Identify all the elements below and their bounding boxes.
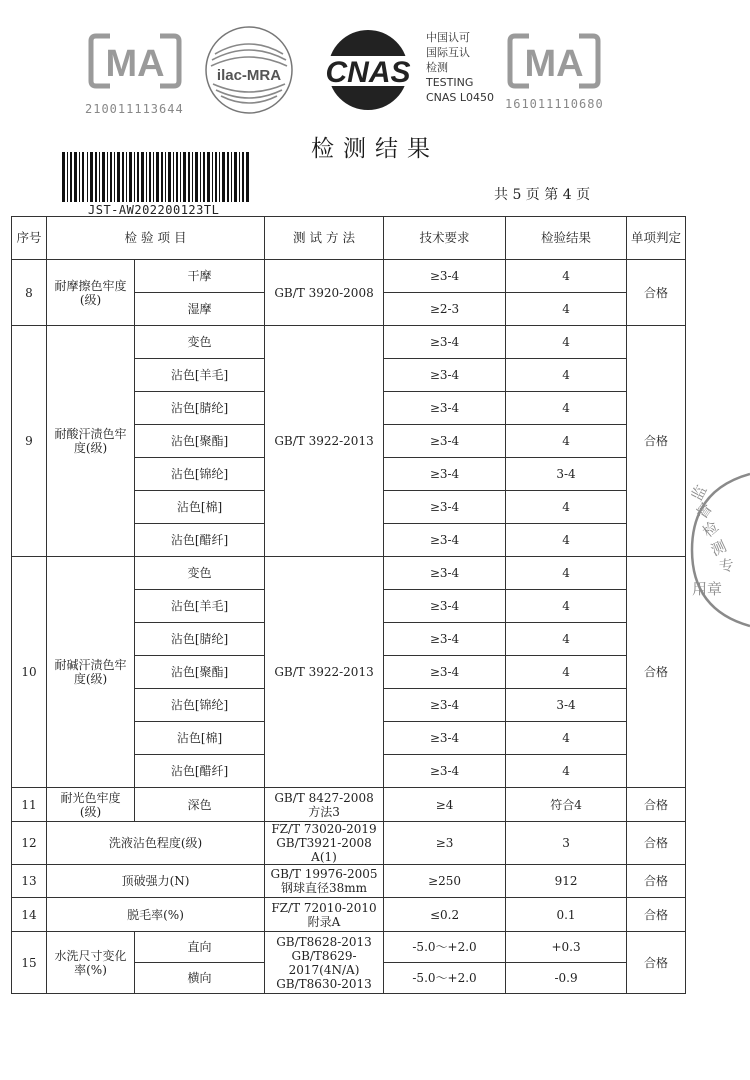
- cma-code-left: 210011113644: [85, 102, 184, 116]
- cell-verdict: 合格: [627, 932, 686, 994]
- cell-requirement: ≥3-4: [384, 689, 506, 722]
- page-title: 检测结果: [311, 136, 439, 162]
- cell-subitem: 湿摩: [135, 293, 265, 326]
- cnas-logo: [312, 28, 424, 112]
- svg-text:ilac-MRA: ilac-MRA: [216, 67, 282, 84]
- cell-requirement: -5.0～+2.0: [384, 963, 506, 994]
- cnas-info: [426, 30, 494, 105]
- svg-text:监: 监: [687, 482, 711, 504]
- cell-subitem: 横向: [135, 963, 265, 994]
- header-verdict: 单项判定: [627, 217, 686, 260]
- cell-seq: 10: [12, 557, 47, 788]
- cell-method: FZ/T 73020-2019 GB/T3921-2008 A(1): [265, 822, 384, 865]
- cell-result: 4: [506, 623, 627, 656]
- cell-requirement: ≥3-4: [384, 722, 506, 755]
- cell-result: 4: [506, 425, 627, 458]
- cell-item: 洗液沾色程度(级): [47, 822, 265, 865]
- cell-subitem: 变色: [135, 557, 265, 590]
- table-row: [12, 822, 686, 865]
- cell-verdict: 合格: [627, 326, 686, 557]
- page-info: 共 5 页 第 4 页: [494, 187, 591, 203]
- svg-text:督: 督: [692, 499, 716, 523]
- cell-result: 符合4: [506, 788, 627, 822]
- cell-seq: 15: [12, 932, 47, 994]
- cell-requirement: ≥3-4: [384, 359, 506, 392]
- cell-result: 4: [506, 557, 627, 590]
- header-result: 检验结果: [506, 217, 627, 260]
- table-row: [12, 557, 686, 590]
- cell-requirement: ≤0.2: [384, 898, 506, 932]
- cell-subitem: 沾色[锦纶]: [135, 458, 265, 491]
- cell-requirement: ≥3-4: [384, 326, 506, 359]
- results-table: [11, 216, 686, 994]
- cell-requirement: ≥4: [384, 788, 506, 822]
- cell-verdict: 合格: [627, 788, 686, 822]
- cell-subitem: 深色: [135, 788, 265, 822]
- cell-result: 4: [506, 293, 627, 326]
- table-row: [12, 865, 686, 898]
- cell-result: 4: [506, 359, 627, 392]
- cell-requirement: ≥3-4: [384, 425, 506, 458]
- table-row: [12, 932, 686, 963]
- cell-result: 4: [506, 524, 627, 557]
- cell-method: GB/T 3922-2013: [265, 326, 384, 557]
- cell-subitem: 沾色[聚酯]: [135, 656, 265, 689]
- cell-result: 3-4: [506, 689, 627, 722]
- cell-requirement: ≥3-4: [384, 260, 506, 293]
- svg-text:MA: MA: [524, 43, 584, 85]
- svg-text:检: 检: [699, 517, 723, 542]
- cell-requirement: ≥250: [384, 865, 506, 898]
- cell-requirement: ≥2-3: [384, 293, 506, 326]
- cell-subitem: 沾色[羊毛]: [135, 359, 265, 392]
- cell-method: GB/T 3920-2008: [265, 260, 384, 326]
- header-requirement: 技术要求: [384, 217, 506, 260]
- cell-method: GB/T 8427-2008 方法3: [265, 788, 384, 822]
- cell-result: -0.9: [506, 963, 627, 994]
- cell-requirement: ≥3-4: [384, 623, 506, 656]
- cell-requirement: ≥3-4: [384, 590, 506, 623]
- cell-seq: 8: [12, 260, 47, 326]
- cnas-line: CNAS L0450: [426, 91, 495, 104]
- table-row: [12, 326, 686, 359]
- cell-subitem: 沾色[腈纶]: [135, 623, 265, 656]
- cell-subitem: 干摩: [135, 260, 265, 293]
- accreditation-logos: [0, 0, 750, 125]
- cell-seq: 12: [12, 822, 47, 865]
- cell-requirement: ≥3-4: [384, 524, 506, 557]
- cell-subitem: 沾色[羊毛]: [135, 590, 265, 623]
- cell-verdict: 合格: [627, 822, 686, 865]
- cell-verdict: 合格: [627, 557, 686, 788]
- cell-seq: 11: [12, 788, 47, 822]
- cell-result: 4: [506, 326, 627, 359]
- report-barcode: [62, 152, 252, 204]
- cnas-line: TESTING: [426, 76, 474, 89]
- cell-requirement: ≥3-4: [384, 557, 506, 590]
- cell-requirement: ≥3-4: [384, 491, 506, 524]
- cell-subitem: 沾色[醋纤]: [135, 524, 265, 557]
- cell-requirement: -5.0～+2.0: [384, 932, 506, 963]
- cell-requirement: ≥3-4: [384, 656, 506, 689]
- cell-item: 耐光色牢度(级): [47, 788, 135, 822]
- cell-result: 4: [506, 755, 627, 788]
- cell-method: GB/T 3922-2013: [265, 557, 384, 788]
- svg-text:MA: MA: [105, 43, 165, 85]
- svg-text:用章: 用章: [692, 580, 723, 598]
- cnas-line: 检测: [426, 61, 448, 74]
- cell-requirement: ≥3-4: [384, 755, 506, 788]
- table-row: [12, 788, 686, 822]
- cell-seq: 9: [12, 326, 47, 557]
- svg-text:测: 测: [708, 536, 730, 560]
- cma-code-right: 161011110680: [505, 97, 604, 111]
- cell-result: 4: [506, 722, 627, 755]
- cell-method: FZ/T 72010-2010 附录A: [265, 898, 384, 932]
- table-header-row: [12, 217, 686, 260]
- cell-result: 4: [506, 590, 627, 623]
- cnas-line: 国际互认: [426, 46, 470, 59]
- cma-logo-left: [88, 32, 182, 90]
- cma-logo-right: [507, 32, 601, 90]
- cell-result: 3: [506, 822, 627, 865]
- cell-result: +0.3: [506, 932, 627, 963]
- cell-result: 4: [506, 491, 627, 524]
- cell-item: 耐碱汗渍色牢度(级): [47, 557, 135, 788]
- cell-result: 4: [506, 260, 627, 293]
- cell-requirement: ≥3-4: [384, 392, 506, 425]
- cell-subitem: 直向: [135, 932, 265, 963]
- header-method: 测 试 方 法: [265, 217, 384, 260]
- report-number: JST-AW202200123TL: [88, 203, 220, 217]
- cell-item: 耐摩擦色牢度(级): [47, 260, 135, 326]
- cell-subitem: 沾色[锦纶]: [135, 689, 265, 722]
- cell-result: 912: [506, 865, 627, 898]
- cnas-line: 中国认可: [426, 31, 470, 44]
- cell-method: GB/T 19976-2005 钢球直径38mm: [265, 865, 384, 898]
- header-seq: 序号: [12, 217, 47, 260]
- cell-subitem: 沾色[腈纶]: [135, 392, 265, 425]
- cell-item: 脱毛率(%): [47, 898, 265, 932]
- cell-method: GB/T8628-2013 GB/T8629-2017(4N/A) GB/T8630-2013: [265, 932, 384, 994]
- cell-result: 4: [506, 392, 627, 425]
- cell-seq: 14: [12, 898, 47, 932]
- cell-item: 顶破强力(N): [47, 865, 265, 898]
- table-row: [12, 260, 686, 293]
- cell-subitem: 沾色[聚酯]: [135, 425, 265, 458]
- cell-result: 0.1: [506, 898, 627, 932]
- cell-subitem: 沾色[醋纤]: [135, 755, 265, 788]
- cell-item: 耐酸汗渍色牢度(级): [47, 326, 135, 557]
- cell-verdict: 合格: [627, 898, 686, 932]
- cell-subitem: 变色: [135, 326, 265, 359]
- cell-result: 4: [506, 656, 627, 689]
- cell-result: 3-4: [506, 458, 627, 491]
- ilac-mra-logo: [203, 24, 295, 116]
- table-row: [12, 898, 686, 932]
- cell-seq: 13: [12, 865, 47, 898]
- cell-requirement: ≥3: [384, 822, 506, 865]
- svg-text:专: 专: [717, 555, 736, 576]
- svg-text:CNAS: CNAS: [325, 56, 411, 89]
- cell-requirement: ≥3-4: [384, 458, 506, 491]
- cell-verdict: 合格: [627, 865, 686, 898]
- cell-subitem: 沾色[棉]: [135, 491, 265, 524]
- cell-verdict: 合格: [627, 260, 686, 326]
- cell-subitem: 沾色[棉]: [135, 722, 265, 755]
- cell-item: 水洗尺寸变化率(%): [47, 932, 135, 994]
- header-item: 检 验 项 目: [47, 217, 265, 260]
